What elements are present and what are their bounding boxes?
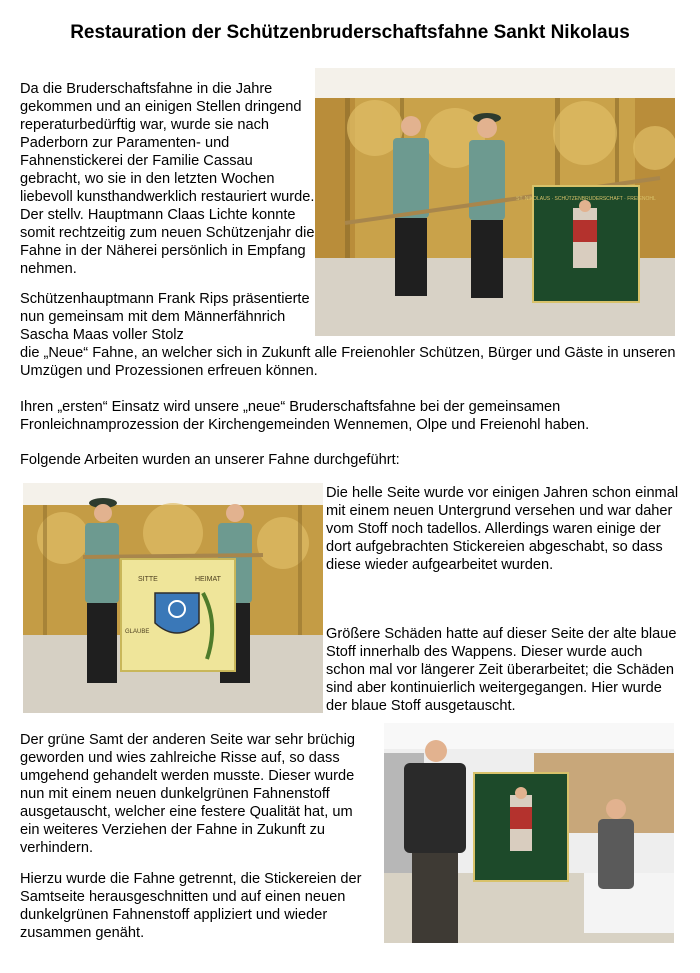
light-flag-text-glaube: GLAUBE xyxy=(125,629,150,635)
photo-green-flag-presentation xyxy=(315,68,675,336)
paragraph-blue-fabric: Größere Schäden hatte auf dieser Seite der alte blaue Stoff innerhalb des Wappens. Dieser wurde auch schon mal vor längerer Zeit überarbeitet; die Schäden sind aber kontinuierlich weitergegangen. Hier wurde der blaue Stoff ausgetauscht. xyxy=(326,626,677,714)
paragraph-work-list-heading: Folgende Arbeiten wurden an unserer Fahne durchgeführt: xyxy=(20,452,400,468)
paragraph-presentation-end: die „Neue“ Fahne, an welcher sich in Zukunft alle Freienohler Schützen, Bürger und Gäste in unseren Umzügen und Prozessionen erfreuen können. xyxy=(20,345,676,379)
light-flag-text-heimat: HEIMAT xyxy=(195,576,221,583)
photo-light-flag-presentation xyxy=(23,483,323,713)
green-flag-text: ST. NIKOLAUS · SCHÜTZENBRUDERSCHAFT · FREIENOHL xyxy=(516,196,656,202)
paragraph-separation: Hierzu wurde die Fahne getrennt, die Stickereien der Samtseite herausgeschnitten und auf einen neuen dunkelgrünen Fahnenstoff appliziert und wieder zusammen genäht. xyxy=(20,871,362,941)
paragraph-intro: Da die Bruderschaftsfahne in die Jahre gekommen und an einigen Stellen dringend reperaturbedürftig war, wurde sie nach Paderborn zur Paramenten- und Fahnenstickerei der Familie Cassau gebracht, wo sie in den letzten Wochen liebevoll kunsthandwerklich restauriert wurde. Der stellv. Hauptmann Claas Lichte konnte somit rechtzeitig zum neuen Schützenjahr die Fahne in der Näherei persönlich in Empfang nehmen. xyxy=(20,81,315,277)
paragraph-presentation-start: Schützenhauptmann Frank Rips präsentierte nun gemeinsam mit dem Männerfähnrich Sascha Maas voller Stolz xyxy=(20,291,310,343)
paragraph-first-use: Ihren „ersten“ Einsatz wird unsere „neue“ Bruderschaftsfahne bei der gemeinsamen Fronleichnamprozession der Kirchengemeinden Wennemen, Olpe und Freienohl haben. xyxy=(20,399,590,433)
paragraph-light-side: Die helle Seite wurde vor einigen Jahren schon einmal mit einem neuen Untergrund versehen und war daher vom Stoff noch tadellos. Allerdings waren einige der dort aufgebrachten Stickereien abgeschabt, so dass diese wieder aufgearbeitet wurden. xyxy=(326,485,679,573)
light-flag-text-sitte: SITTE xyxy=(138,576,158,583)
page-title: Restauration der Schützenbruderschaftsfahne Sankt Nikolaus xyxy=(70,22,630,43)
paragraph-green-velvet: Der grüne Samt der anderen Seite war sehr brüchig geworden und wies zahlreiche Risse auf, so dass umgehend gehandelt werden musste. Dieser wurde nun mit einem neuen dunkelgrünen Fahnenstoff ausgetauscht, welcher eine festere Qualität hat, um ein weiteres Verziehen der Fahne in Zukunft zu verhindern. xyxy=(20,732,356,856)
photo-workshop-handover xyxy=(384,723,674,943)
